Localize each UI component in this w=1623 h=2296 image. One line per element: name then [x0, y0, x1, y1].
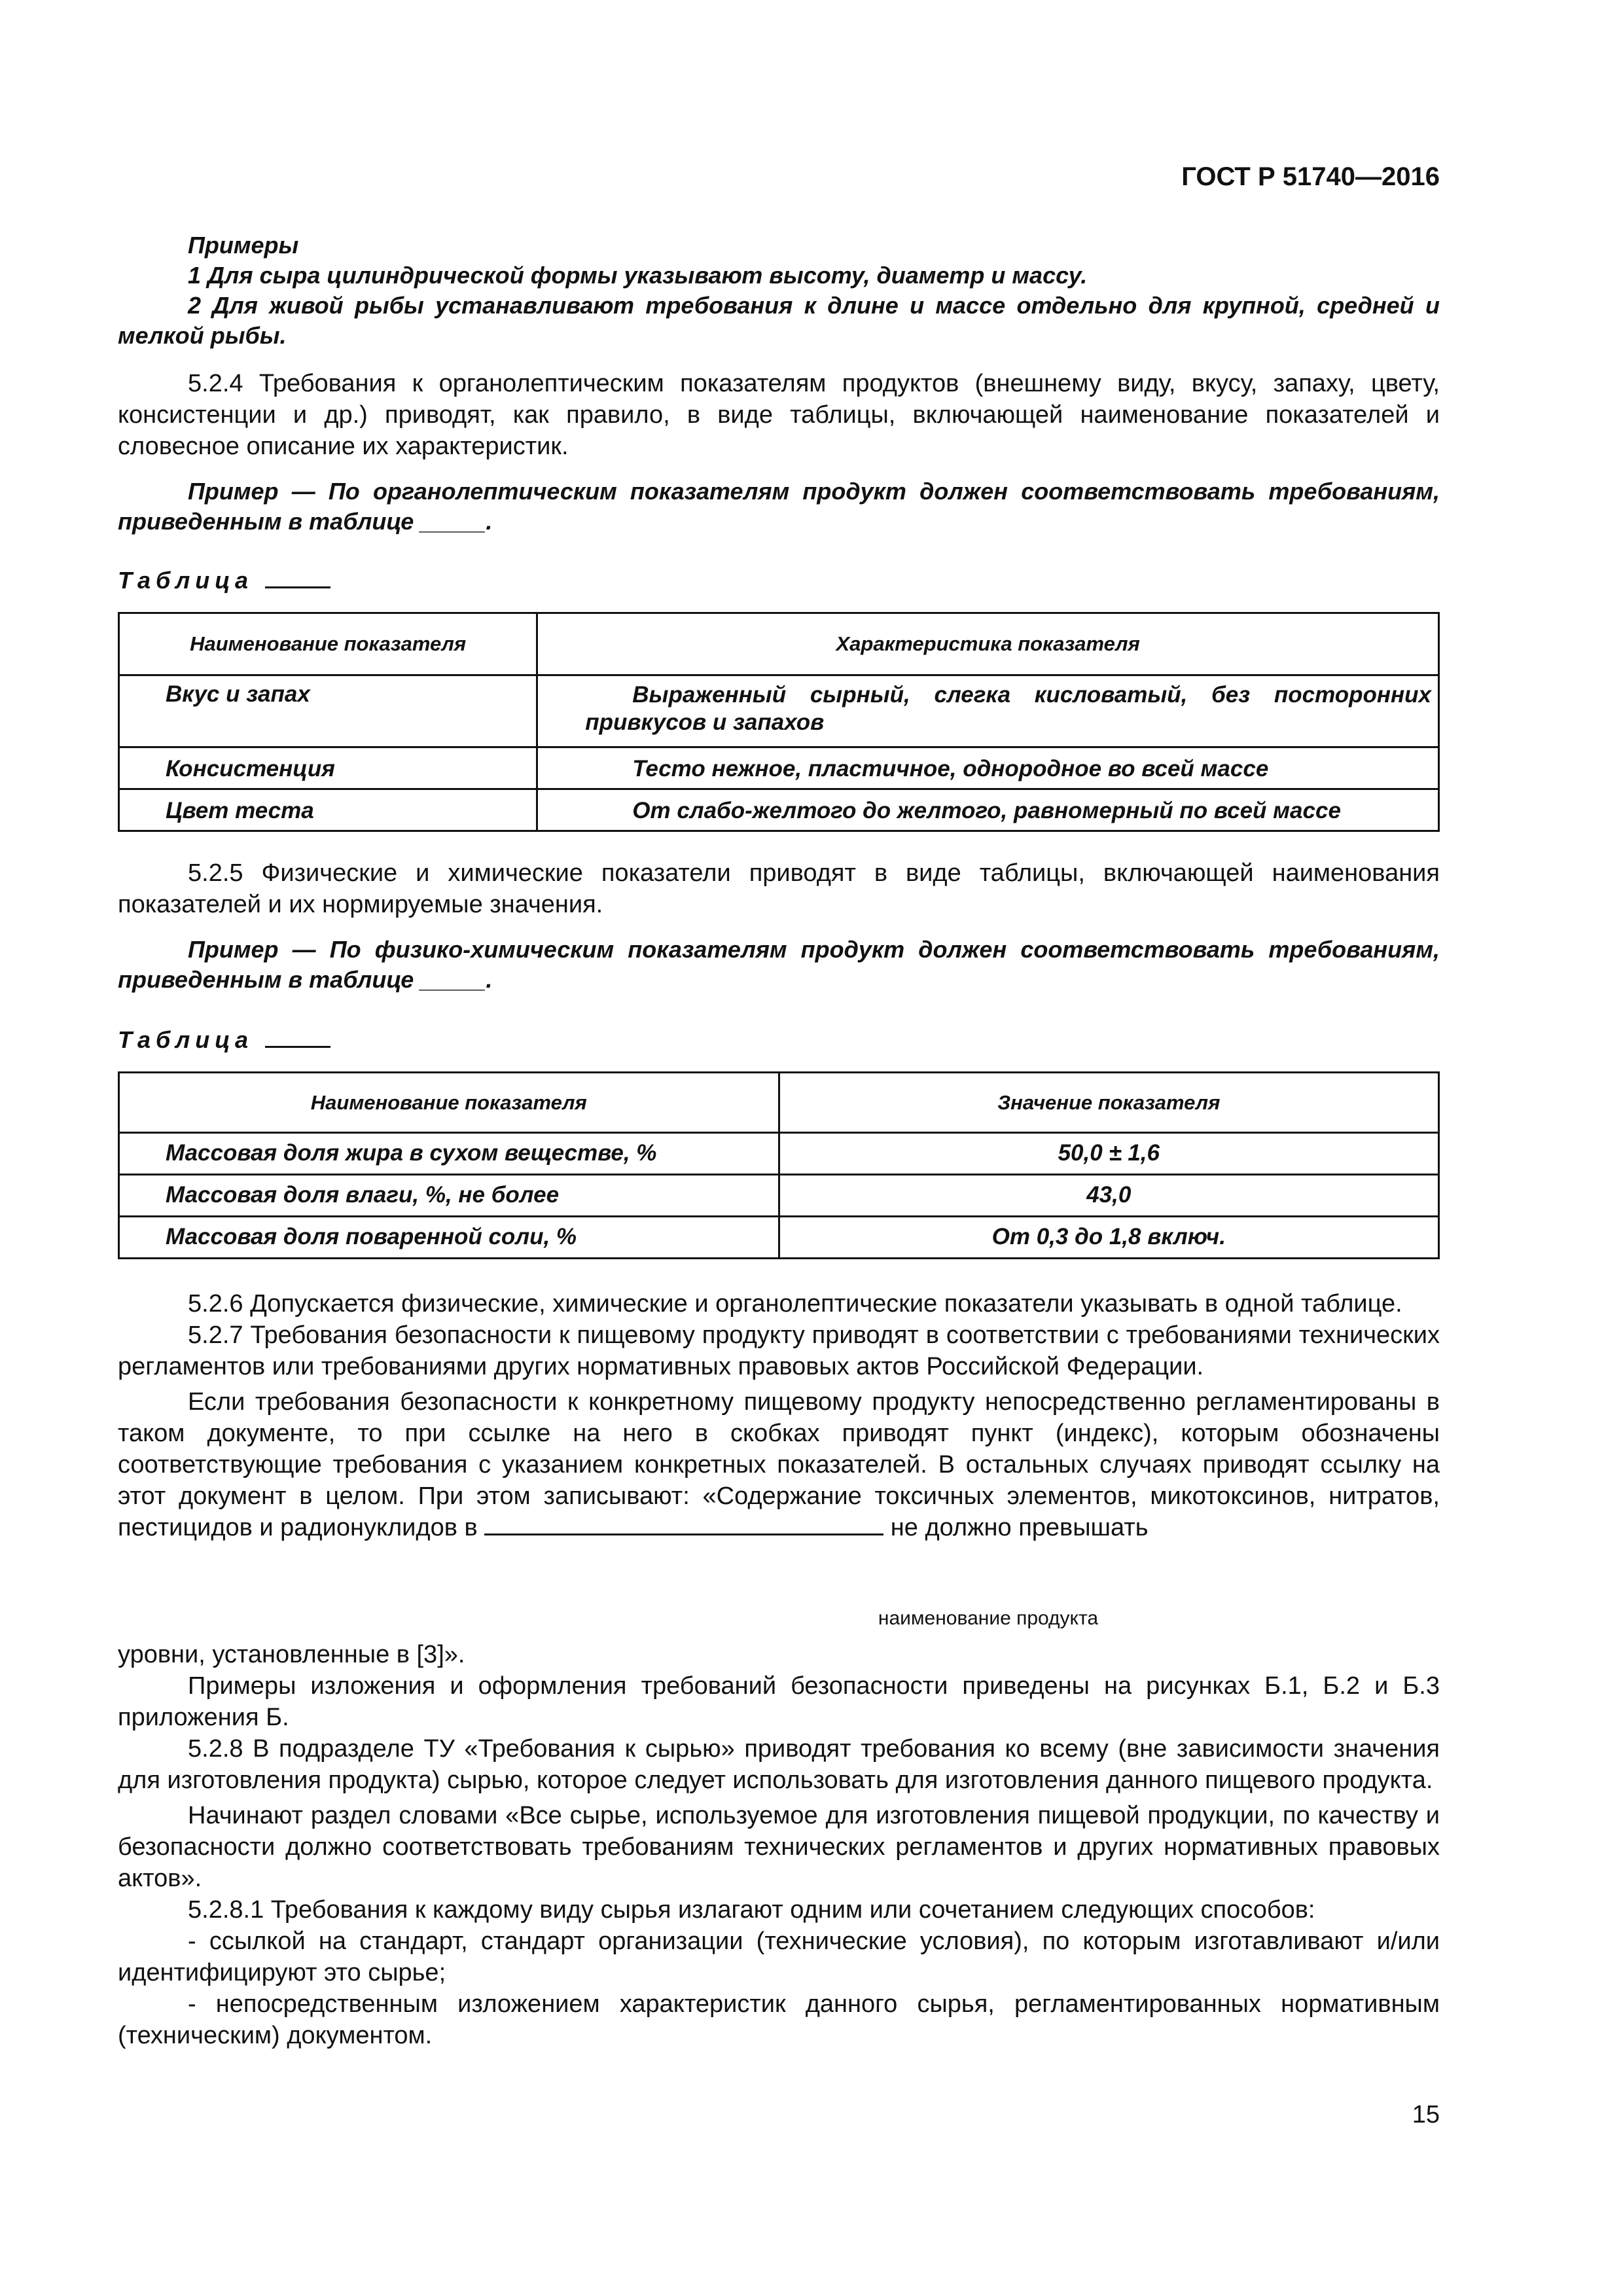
table-row: Массовая доля поваренной соли, % От 0,3 до 1,8 включ. — [119, 1217, 1439, 1259]
paragraph-5-2-8-1: 5.2.8.1 Требования к каждому виду сырья излагают одним или сочетанием следующих способов: — [188, 1896, 1315, 1924]
organoleptic-table — [118, 612, 1440, 832]
table-row: Консистенция Тесто нежное, пластичное, однородное во всей массе — [119, 747, 1439, 789]
table-header-row — [119, 1073, 1439, 1133]
examples-block — [118, 230, 1440, 351]
paragraph-5-2-6: 5.2.6 Допускается физические, химические и органолептические показатели указывать в одной таблице. — [188, 1290, 1402, 1318]
table-header-cell: Характеристика показателя — [537, 613, 1439, 675]
table-header-cell: Значение показателя — [779, 1073, 1438, 1133]
example-organoleptic: Пример — По органолептическим показателям продукт должен соответствовать требованиям, приведенным в таблице _____. — [118, 478, 1440, 535]
product-name-field — [484, 1513, 883, 1535]
paragraph-5-2-8: 5.2.8 В подразделе ТУ «Требования к сырью» приводят требования ко всему (вне зависимости значения для изготовления продукта) сырью, которое следует использовать для изготовления данного пищевого продукта. — [118, 1735, 1440, 1794]
example-physicochemical: Пример — По физико-химическим показателям продукт должен соответствовать требованиям, приведенным в таблице _____. — [118, 936, 1440, 993]
paragraph-safety-end: уровни, установленные в [3]». — [118, 1641, 465, 1668]
table-row: Вкус и запах Выраженный сырный, слегка кисловатый, без посторонних привкусов и запахов — [119, 675, 1439, 747]
paragraph-section-start: Начинают раздел словами «Все сырье, используемое для изготовления пищевой продукции, по качеству и безопасности должно соответствовать требованиям технических регламентов и других нормативных правовых актов». — [118, 1802, 1440, 1892]
paragraph-5-2-5: 5.2.5 Физические и химические показатели приводят в виде таблицы, включающей наименования показателей и их нормируемые значения. — [118, 859, 1440, 918]
table-row: Массовая доля влаги, %, не более 43,0 — [119, 1175, 1439, 1217]
table-number-blank — [265, 567, 330, 588]
physicochemical-table — [118, 1071, 1440, 1259]
table-row: Цвет теста От слабо-желтого до желтого, равномерный по всей массе — [119, 789, 1439, 831]
paragraph-5-2-4: 5.2.4 Требования к органолептическим показателям продуктов (внешнему виду, вкусу, запаху, цвету, консистенции и др.) приводят, как правило, в виде таблицы, включающей наименование показателей и словесное описание их характеристик. — [118, 370, 1440, 460]
bullet-direct-statement: - непосредственным изложением характеристик данного сырья, регламентированных нормативным (техническим) документом. — [118, 1990, 1440, 2049]
example-item-1: 1 Для сыра цилиндрической формы указывают высоту, диаметр и массу. — [188, 262, 1088, 289]
paragraphs-5-2-6-7 — [118, 1288, 1440, 1543]
bullet-standard-reference: - ссылкой на стандарт, стандарт организации (технические условия), по которым изготавливают и/или идентифицируют это сырье; — [118, 1928, 1440, 1986]
table-header-row — [119, 613, 1439, 675]
paragraph-safety-reference: Если требования безопасности к конкретному пищевому продукту непосредственно регламентированы в таком документе, то при ссылке на него в скобках приводят пункт (индекс), которым обозначены соответствующие требования с указанием конкретных показателей. В остальных случаях приводят ссылку на этот документ в целом. При этом записывают: «Содержание токсичных элементов, микотоксинов, нитратов, пестицидов и радионуклидов в не должно превышать — [118, 1388, 1440, 1541]
table-number-blank — [265, 1026, 330, 1048]
product-name-caption: наименование продукта — [878, 1607, 1099, 1629]
example-item-2: 2 Для живой рыбы устанавливают требования к длине и массе отдельно для крупной, средней и мелкой рыбы. — [118, 292, 1440, 349]
page-number: 15 — [1412, 2101, 1440, 2128]
paragraph-examples-reference: Примеры изложения и оформления требований безопасности приведены на рисунках Б.1, Б.2 и Б.3 приложения Б. — [118, 1672, 1440, 1731]
table-header-cell: Наименование показателя — [119, 1073, 779, 1133]
examples-title: Примеры — [188, 232, 299, 259]
document-code: ГОСТ Р 51740—2016 — [1181, 162, 1440, 191]
paragraphs-lower — [118, 1639, 1440, 2051]
table-row: Массовая доля жира в сухом веществе, % 50,0 ± 1,6 — [119, 1133, 1439, 1175]
table1-label: Таблица — [118, 567, 330, 594]
table-header-cell: Наименование показателя — [119, 613, 537, 675]
table2-label: Таблица — [118, 1026, 330, 1054]
paragraph-5-2-7: 5.2.7 Требования безопасности к пищевому продукту приводят в соответствии с требованиями технических регламентов или требованиями других нормативных правовых актов Российской Федерации. — [118, 1321, 1440, 1380]
